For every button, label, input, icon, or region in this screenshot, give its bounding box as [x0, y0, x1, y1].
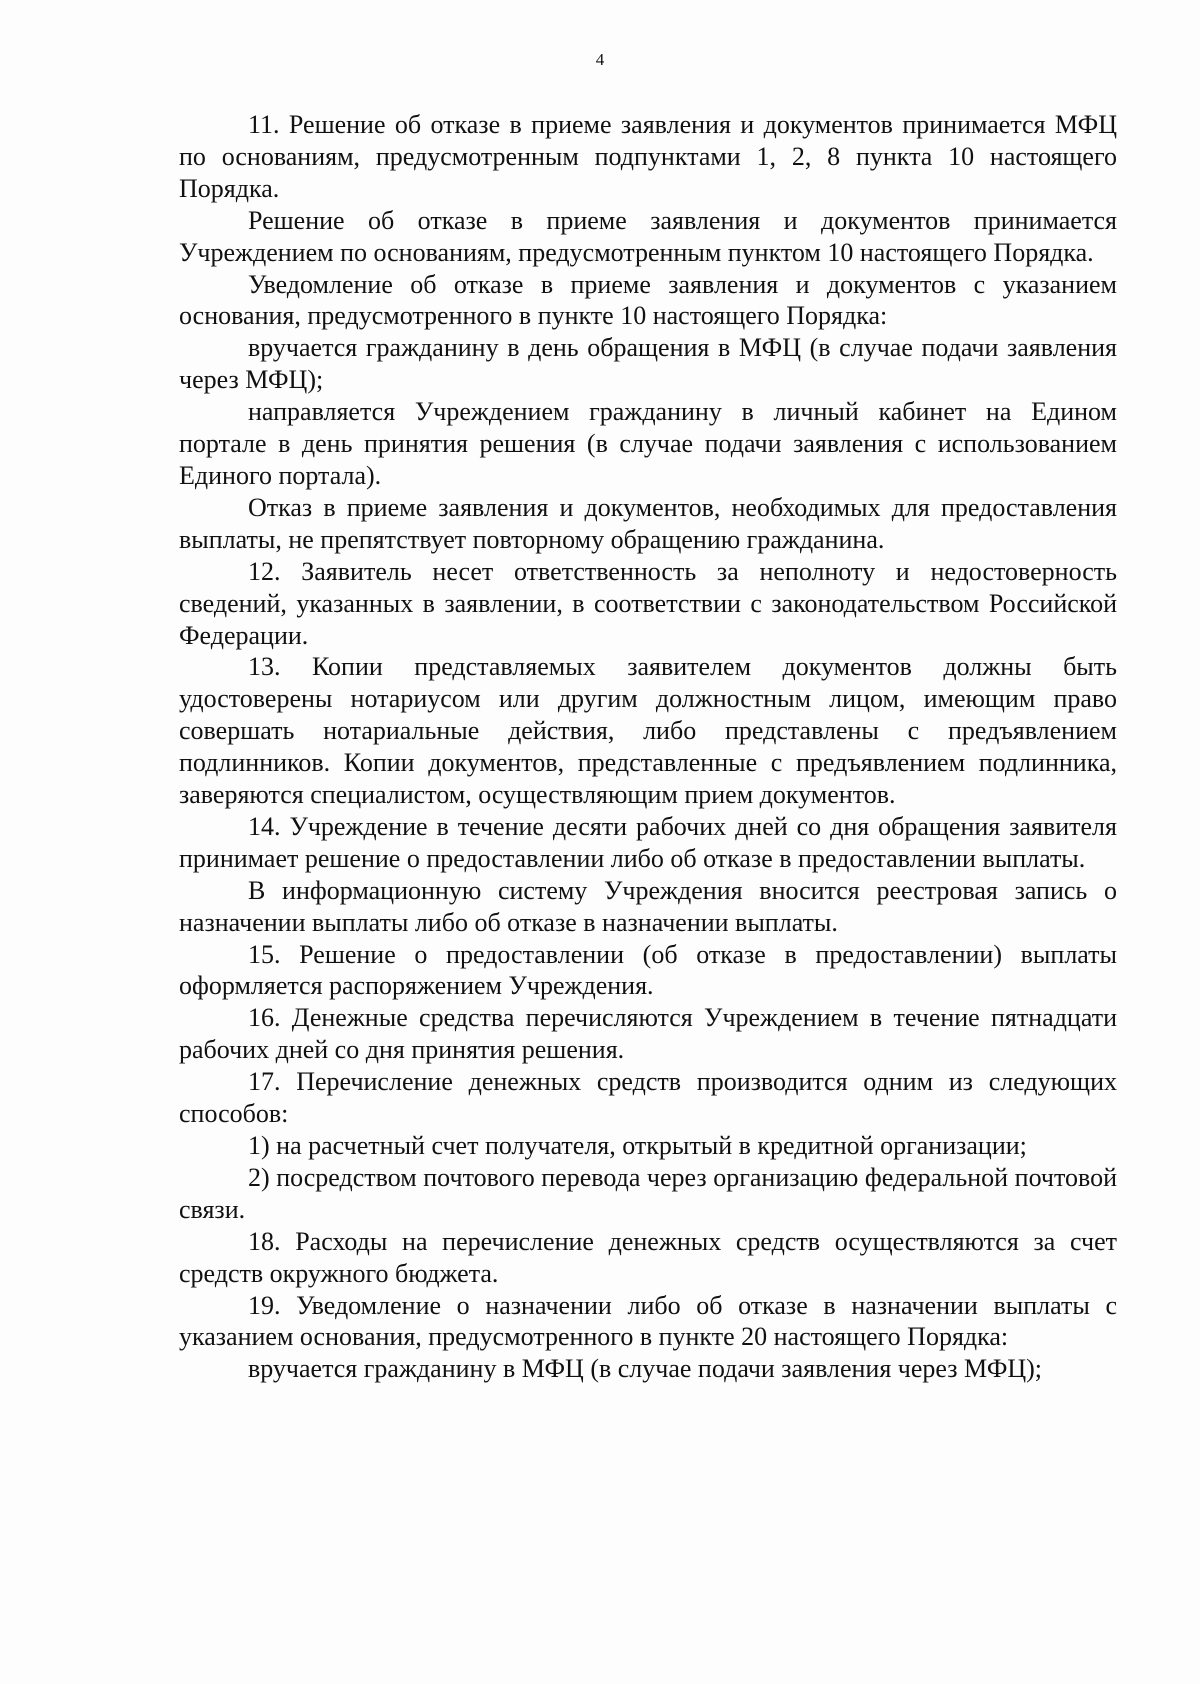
paragraph-13: 13. Копии представляемых заявителем документов должны быть удостоверены нотариусом или другим должностным лицом, имеющим право совершать нотариальные действия, либо представлены с предъявлением подлинников. Копии документов, представленные с предъявлением подлинника, заверяются специалистом, осуществляющим прием документов.: [179, 652, 1117, 810]
paragraph-17: 17. Перечисление денежных средств производится одним из следующих способов:: [179, 1067, 1117, 1129]
paragraph-17-option-1: 1) на расчетный счет получателя, открытый в кредитной организации;: [248, 1131, 1027, 1160]
paragraph-18: 18. Расходы на перечисление денежных средств осуществляются за счет средств окружного бюджета.: [179, 1226, 1117, 1288]
paragraph-19-handed: вручается гражданину в МФЦ (в случае подачи заявления через МФЦ);: [248, 1354, 1043, 1384]
page-number: 4: [595, 50, 605, 69]
paragraph-15: 15. Решение о предоставлении (об отказе в предоставлении) выплаты оформляется распоряжением Учреждения.: [179, 939, 1117, 1001]
paragraph-19: 19. Уведомление о назначении либо об отказе в назначении выплаты с указанием основания, предусмотренного в пункте 20 настоящего Порядка:: [179, 1290, 1117, 1352]
paragraph-12: 12. Заявитель несет ответственность за неполноту и недостоверность сведений, указанных в заявлении, в соответствии с законодательством Российской Федерации.: [179, 556, 1117, 650]
paragraph-17-option-2: 2) посредством почтового перевода через организацию федеральной почтовой связи.: [179, 1162, 1117, 1224]
paragraph-notice-handed: вручается гражданину в день обращения в МФЦ (в случае подачи заявления через МФЦ);: [179, 333, 1117, 395]
paragraph-registry-entry: В информационную систему Учреждения вносится реестровая запись о назначении выплаты либо об отказе в назначении выплаты.: [179, 875, 1117, 937]
document-body: [179, 109, 1117, 1385]
paragraph-refusal-notice: Уведомление об отказе в приеме заявления и документов с указанием основания, предусмотренного в пункте 10 настоящего Порядка:: [179, 269, 1117, 331]
paragraph-institution-refusal: Решение об отказе в приеме заявления и документов принимается Учреждением по основаниям, предусмотренным пунктом 10 настоящего Порядка.: [179, 205, 1117, 267]
paragraph-11: 11. Решение об отказе в приеме заявления и документов принимается МФЦ по основаниям, предусмотренным подпунктами 1, 2, 8 пункта 10 настоящего Порядка.: [179, 110, 1117, 203]
paragraph-reapplication: Отказ в приеме заявления и документов, необходимых для предоставления выплаты, не препятствует повторному обращению гражданина.: [179, 492, 1117, 554]
paragraph-notice-portal: направляется Учреждением гражданину в личный кабинет на Едином портале в день принятия решения (в случае подачи заявления с использованием Единого портала).: [179, 397, 1117, 490]
paragraph-16: 16. Денежные средства перечисляются Учреждением в течение пятнадцати рабочих дней со дня принятия решения.: [179, 1003, 1117, 1065]
paragraph-14: 14. Учреждение в течение десяти рабочих дней со дня обращения заявителя принимает решение о предоставлении либо об отказе в предоставлении выплаты.: [179, 811, 1117, 873]
